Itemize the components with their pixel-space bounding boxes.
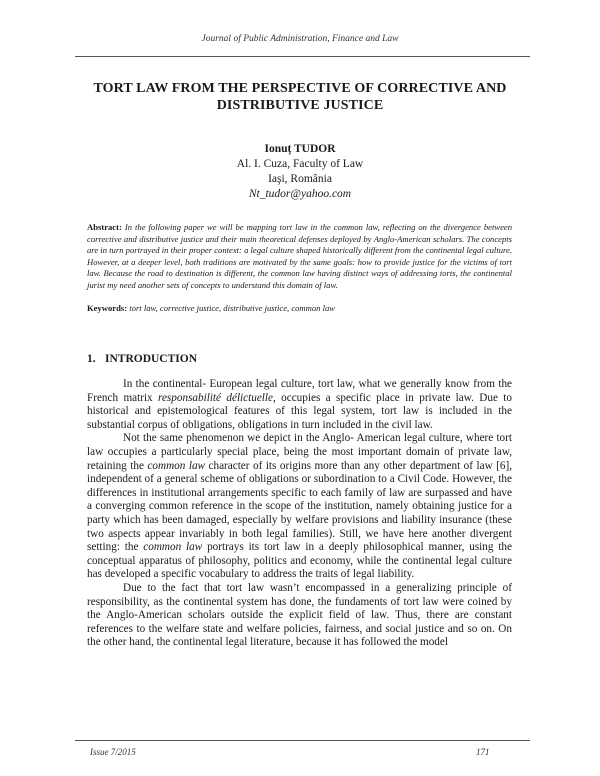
paragraph-2-text-b: character of its origins more than any other department of law [6], independent of a general scheme of obligations or subordination to a Civil Code. However, the differences in institutional arrangements specific to each family of law are surpassed and have a converging common reference in the scope of the institution, namely obtaining justice for a party which has been damaged, especially by welfare provisions and liability insurance (these two aspects appear invariably in both legal families). Still, we have here another divergent setting: the <box>87 459 512 554</box>
paragraph-2-emphasis-2: common law <box>143 541 203 554</box>
author-affiliation: Al. I. Cuza, Faculty of Law <box>236 158 364 170</box>
keywords <box>87 303 512 315</box>
author-block <box>0 142 600 202</box>
abstract-text: In the following paper we will be mapping tort law in the common law, reflecting on the divergence between corrective and distributive justice and their main theoretical defenses deployed by Anglo-American scholars. The concepts are in turn portrayed in their proper context: a legal culture shaped historically different from the continental legal culture. However, at a deeper level, both traditions are motivated by the same goals: how to provide justice for the victims of tort law. Because the road to destination is different, the common law having distinct ways of addressing torts, the continental jurist my need another sets of concepts to understand this domain of law. <box>87 222 512 290</box>
footer-rule <box>75 740 530 741</box>
section-number: 1. <box>87 353 96 365</box>
title-line-1: TORT LAW FROM THE PERSPECTIVE OF CORRECTIVE AND <box>93 81 507 96</box>
author-name: Ionuț TUDOR <box>264 143 336 155</box>
title-line-2: DISTRIBUTIVE JUSTICE <box>216 98 384 113</box>
section-title: INTRODUCTION <box>105 353 198 365</box>
paragraph-1-text-a: In the continental- European legal culture, tort law, what we generally know from the French matrix <box>87 378 512 404</box>
abstract-label: Abstract: <box>87 222 122 232</box>
author-location: Iaşi, România <box>268 173 332 185</box>
paragraph-1-text-b: , occupies a specific place in private law. Due to historical and epistemological features of this legal system, tort law is included in the substantial corpus of obligations, obligations in turn included in the civil law. <box>87 391 512 431</box>
keywords-text: tort law, corrective justice, distributive justice, common law <box>129 303 336 313</box>
abstract <box>87 222 512 292</box>
journal-header: Journal of Public Administration, Finance and Law <box>201 34 399 44</box>
section-heading <box>87 353 197 365</box>
paragraph-3: Due to the fact that tort law wasn’t encompassed in a generalizing principle of responsibility, as the continental system has done, the fundaments of tort law were coined by the Anglo-American scholars outside the explicit field of law. Thus, there are constant references to the welfare state and welfare policies, fairness, and social justice and so on. On the other hand, the continental legal literature, because it has followed the model <box>87 581 512 649</box>
keywords-label: Keywords: <box>87 303 128 313</box>
header-rule <box>75 56 530 57</box>
footer-issue: Issue 7/2015 <box>90 747 136 757</box>
paragraph-2-text-c: portrays its tort law in a deeply philosophical manner, using the conceptual apparatus of philosophy, politics and economy, while the continental legal culture has developed a specific vocabulary to address the traits of legal liability. <box>87 541 512 581</box>
paragraph-2-text-a: Not the same phenomenon we depict in the Anglo- American legal culture, where tort law occupies a particularly special place, being the most important domain of private law, retaining the <box>87 432 512 472</box>
paragraph-2 <box>87 432 512 582</box>
paper-title <box>70 80 530 114</box>
paragraph-1 <box>87 378 512 432</box>
body-text <box>87 378 512 650</box>
paragraph-1-emphasis: responsabilité délictuelle <box>158 391 273 404</box>
paragraph-2-emphasis-1: common law <box>147 459 206 472</box>
page-number: 171 <box>476 747 490 757</box>
author-email: Nt_tudor@yahoo.com <box>248 188 352 200</box>
